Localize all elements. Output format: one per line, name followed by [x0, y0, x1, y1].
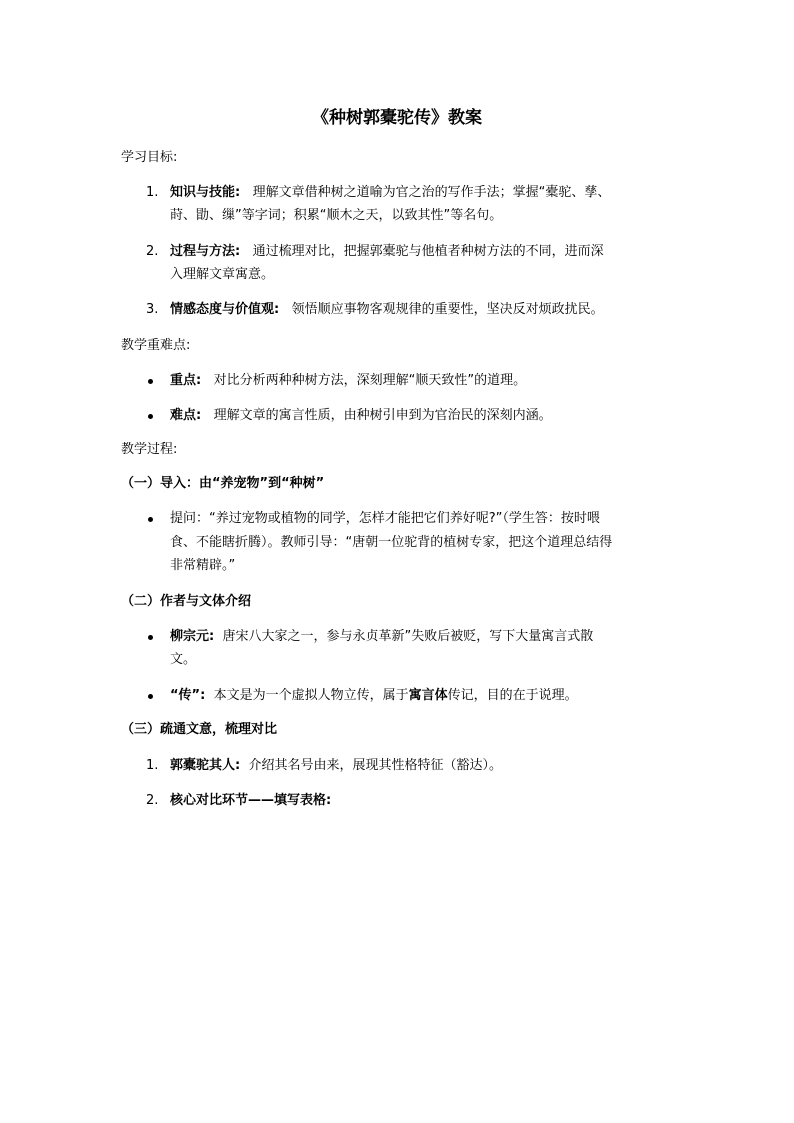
objective-2 — [170, 242, 604, 262]
section-2-item-1-continuation: 文。 — [170, 652, 197, 667]
objective-3-number: 3. — [146, 302, 159, 317]
section-2-item-1 — [170, 627, 593, 647]
key-point-2 — [170, 406, 552, 426]
key-point-1-text: 对比分析两种种树方法，深刻理解“顺天致性”的道理。 — [213, 373, 527, 388]
section-1-item-line-1: 提问：“养过宠物或植物的同学，怎样才能把它们养好呢?”（学生答：按时喂 — [170, 511, 600, 526]
objective-1-label: 知识与技能: — [170, 185, 241, 200]
bullet-icon — [148, 694, 153, 699]
section-1-item-line-3: 非常精辟。” — [170, 558, 236, 573]
section-1-item-line-2: 食、不能瞎折腾）。教师引导：“唐朝一位驼背的植树专家，把这个道理总结得 — [170, 535, 613, 550]
objective-2-continuation: 入理解文章寓意。 — [170, 267, 275, 282]
objective-3-label: 情感态度与价值观: — [170, 302, 280, 317]
objective-2-number: 2. — [146, 244, 159, 259]
section-3-item-2-number: 2. — [146, 793, 159, 808]
section-3-item-2 — [170, 791, 331, 811]
key-point-2-label: 难点: — [170, 408, 202, 423]
objective-2-text: 通过梳理对比，把握郭橐驼与他植者种树方法的不同，进而深 — [252, 244, 604, 259]
objective-1-continuation: 莳、勖、缫”等字词；积累“顺木之天，以致其性”等名句。 — [170, 208, 503, 223]
section-3-item-1-text: 介绍其名号由来，展现其性格特征（豁达）。 — [248, 758, 502, 773]
section-2-item-2 — [170, 686, 578, 706]
key-point-1 — [170, 371, 526, 391]
section-2-item-2-text-after: 传记，目的在于说理。 — [447, 688, 578, 703]
section-3-title: （三）疏通文意，梳理对比 — [121, 722, 278, 737]
section-2-item-2-bold-text: 寓言体 — [408, 688, 448, 703]
section-3-item-2-label: 核心对比环节——填写表格: — [170, 793, 332, 808]
objective-3 — [170, 300, 604, 320]
section-2-item-2-label: “传”: — [170, 688, 206, 703]
objectives-heading: 学习目标: — [121, 150, 178, 165]
bullet-icon — [148, 635, 153, 640]
key-point-2-text: 理解文章的寓言性质，由种树引申到为官治民的深刻内涵。 — [213, 408, 552, 423]
section-2-item-2-text-before: 本文是为一个虚拟人物立传，属于 — [213, 688, 409, 703]
section-2-item-1-text: 唐宋八大家之一，参与永贞革新”失败后被贬，写下大量寓言式散 — [222, 629, 594, 644]
section-3-item-1-number: 1. — [146, 758, 159, 773]
key-points-heading: 教学重难点: — [121, 338, 191, 353]
process-heading: 教学过程: — [121, 442, 178, 457]
key-point-1-label: 重点: — [170, 373, 202, 388]
section-2-item-1-label: 柳宗元: — [170, 629, 215, 644]
section-3-item-1 — [170, 756, 502, 776]
bullet-icon — [148, 517, 153, 522]
objective-1 — [170, 183, 610, 203]
objective-1-number: 1. — [146, 185, 159, 200]
objective-3-text: 领悟顺应事物客观规律的重要性，坚决反对烦政扰民。 — [291, 302, 604, 317]
bullet-icon — [148, 379, 153, 384]
objective-2-label: 过程与方法: — [170, 244, 241, 259]
bullet-icon — [148, 414, 153, 419]
section-2-title: （二）作者与文体介绍 — [121, 594, 252, 609]
section-1-title: （一）导入：由“养宠物”到“种树” — [121, 476, 325, 491]
document-title: 《种树郭橐驼传》教案 — [312, 108, 482, 128]
objective-1-text: 理解文章借种树之道喻为官之治的写作手法；掌握“橐驼、孳、 — [252, 185, 611, 200]
section-3-item-1-label: 郭橐驼其人: — [170, 758, 241, 773]
